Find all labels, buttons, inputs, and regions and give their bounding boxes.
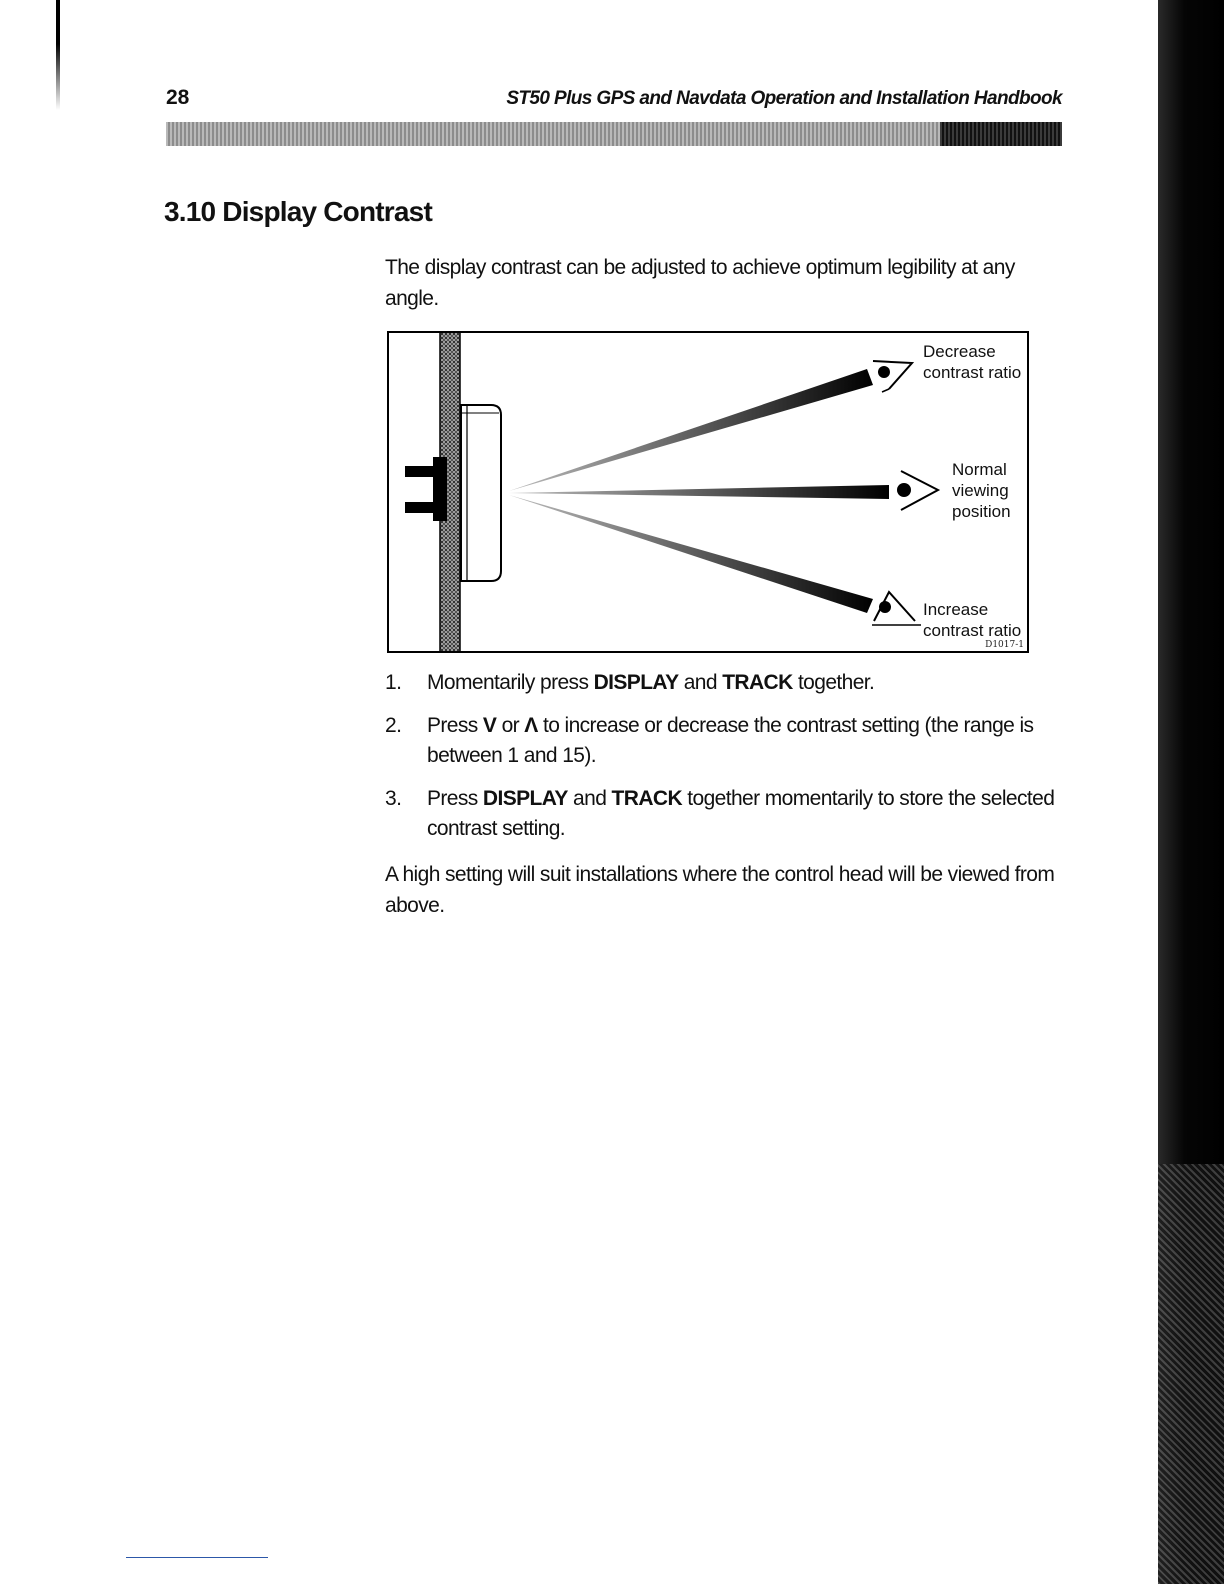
step-number: 3.: [385, 787, 402, 810]
header-rule: [166, 122, 1062, 146]
step-1: [385, 668, 1075, 698]
step-number: 1.: [385, 671, 402, 694]
step-text: together.: [792, 671, 875, 694]
eye-icon-decrease: [873, 361, 912, 392]
mounting-brackets: [405, 457, 447, 521]
header-rule-dark-end: [940, 122, 1062, 146]
step-number: 2.: [385, 714, 402, 737]
key-display: DISPLAY: [593, 671, 679, 694]
control-head-unit: [461, 405, 501, 581]
contrast-viewing-angle-figure: [387, 331, 1029, 653]
step-text: Press: [427, 787, 483, 810]
intro-paragraph: The display contrast can be adjusted to achieve optimum legibility at any angle.: [385, 256, 1015, 310]
label-decrease-contrast: Decrease contrast ratio: [923, 342, 1022, 382]
page-number: 28: [166, 86, 190, 109]
label-normal-viewing: Normal viewing position: [952, 460, 1011, 521]
step-3: [385, 784, 1075, 844]
key-up: Λ: [524, 714, 538, 737]
running-header-title: ST50 Plus GPS and Navdata Operation and Installation Handbook: [506, 88, 1062, 109]
key-down: V: [482, 714, 497, 737]
step-text: Momentarily press: [427, 671, 594, 694]
footnote-rule: [126, 1557, 268, 1558]
closing-paragraph: A high setting will suit installations where the control head will be viewed from above.: [385, 863, 1055, 917]
step-text: or: [496, 714, 525, 737]
eye-icon-increase: [872, 592, 921, 625]
scan-edge-texture: [1158, 1164, 1224, 1584]
beam-decrease: [509, 369, 873, 491]
step-text: Press: [427, 714, 483, 737]
step-text: and: [678, 671, 723, 694]
beam-normal: [509, 485, 889, 499]
figure-reference-code: D1017-1: [985, 640, 1024, 650]
step-2: [385, 711, 1075, 771]
step-text: together momentarily to store the selected contrast setting.: [427, 787, 1055, 840]
key-display: DISPLAY: [482, 787, 568, 810]
procedure-steps: [385, 668, 1075, 857]
scan-mark: [56, 0, 60, 110]
eye-icon-normal: [897, 471, 938, 510]
step-text: to increase or decrease the contrast setting (the range is between 1 and 15).: [427, 714, 1034, 767]
viewing-beams: [509, 369, 889, 613]
key-track: TRACK: [722, 671, 793, 694]
key-track: TRACK: [611, 787, 683, 810]
beam-increase: [509, 495, 873, 613]
section-heading: 3.10 Display Contrast: [164, 196, 432, 227]
step-text: and: [567, 787, 612, 810]
label-increase-contrast: Increase contrast ratio: [923, 600, 1022, 640]
